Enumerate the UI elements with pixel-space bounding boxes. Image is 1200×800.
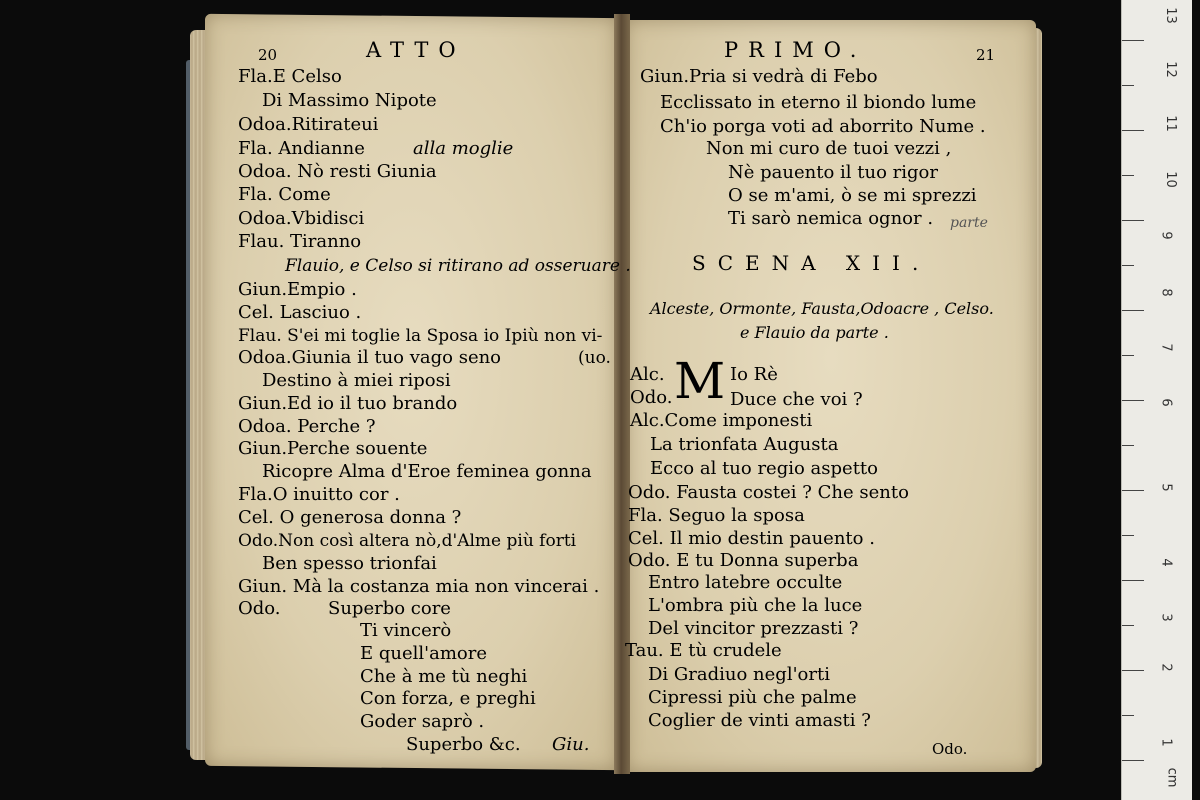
text-line: Con forza, e preghi (360, 688, 536, 709)
ruler-number: 7 (1158, 343, 1174, 352)
text-line: Odoa. Nò resti Giunia (238, 161, 437, 182)
text-line: E quell'amore (360, 643, 487, 664)
ruler-number: 4 (1158, 558, 1174, 567)
text-line: Ch'io porga voti ad aborrito Nume . (660, 116, 986, 137)
ruler-number: 5 (1158, 483, 1174, 492)
text-line: Fla.E Celso (238, 66, 342, 87)
text-line: Odo.Non così altera nò,d'Alme più forti (238, 531, 577, 551)
text-line: O se m'ami, ò se mi sprezzi (728, 185, 977, 206)
ruler-tick (1122, 220, 1144, 221)
text-line: Giun.Pria si vedrà di Febo (640, 66, 878, 87)
catchword: Giu. (552, 734, 590, 755)
ruler-tick (1122, 265, 1134, 266)
scene-characters: e Flauio da parte . (740, 323, 889, 342)
ruler-tick (1122, 715, 1134, 716)
text-line: Nè pauento il tuo rigor (728, 162, 938, 183)
text-line: Cel. Lasciuo . (238, 302, 362, 323)
text-line: Odoa.Vbidisci (238, 208, 365, 229)
text-line: Ecclissato in eterno il biondo lume (660, 92, 977, 113)
ruler-number: 13 (1162, 7, 1178, 24)
text-line: Odo. (630, 387, 673, 408)
ruler-tick (1122, 310, 1144, 311)
ruler-tick (1122, 40, 1144, 41)
text-line: Giun. Mà la costanza mia non vincerai . (238, 576, 600, 597)
text-line: (uo. (578, 348, 611, 368)
text-line: Goder saprò . (360, 711, 485, 732)
text-line: Odo. Fausta costei ? Che sento (628, 482, 909, 503)
scene-characters: Alceste, Ormonte, Fausta,Odoacre , Celso. (650, 299, 994, 318)
ruler-number: 11 (1162, 115, 1178, 132)
text-line: Destino à miei riposi (262, 370, 451, 391)
text-line: Giun.Perche souente (238, 438, 428, 459)
text-line: Giun.Ed io il tuo brando (238, 393, 458, 414)
stage-direction: Flauio, e Celso si ritirano ad osseruare . (285, 256, 631, 276)
text-line: Cipressi più che palme (648, 687, 857, 708)
ruler-tick (1122, 535, 1134, 536)
ruler-tick (1122, 355, 1134, 356)
text-line: Cel. O generosa donna ? (238, 507, 462, 528)
text-line: Ti vincerò (360, 620, 452, 641)
left-page-header: ATTO (366, 38, 466, 62)
text-line: Ti sarò nemica ognor . (728, 208, 934, 229)
right-page-number: 21 (976, 46, 996, 64)
ruler-tick (1122, 130, 1144, 131)
left-page-number: 20 (258, 46, 278, 64)
text-line: Odoa.Giunia il tuo vago seno (238, 347, 502, 368)
ruler-tick (1122, 670, 1144, 671)
ruler-number: 1 (1158, 738, 1174, 747)
ruler-tick (1122, 760, 1144, 761)
text-line: Superbo core (328, 598, 451, 619)
ruler-tick (1122, 175, 1134, 176)
text-line: Odo. (238, 598, 281, 619)
text-line: Io Rè (730, 364, 778, 385)
text-line: Odoa. Perche ? (238, 416, 376, 437)
text-line: Odoa.Ritirateui (238, 114, 379, 135)
text-line: Alc. (630, 364, 665, 385)
catchword: Odo. (932, 740, 968, 758)
ruler-tick (1122, 445, 1134, 446)
drop-cap: M (674, 352, 726, 410)
text-line: Giun.Empio . (238, 279, 357, 300)
text-line: Fla. Come (238, 184, 331, 205)
stage-direction: parte (950, 215, 988, 231)
text-line: Di Massimo Nipote (262, 90, 437, 111)
text-line: Duce che voi ? (730, 389, 863, 410)
ruler-tick (1122, 490, 1144, 491)
ruler-unit: cm (1164, 767, 1180, 788)
ruler-tick (1122, 580, 1144, 581)
ruler-number: 3 (1158, 613, 1174, 622)
ruler-number: 10 (1162, 171, 1178, 188)
text-line: Flau. Tiranno (238, 231, 362, 252)
scene-title: SCENA XII. (692, 251, 931, 275)
text-line: Flau. S'ei mi toglie la Sposa io Ipiù non vi- (238, 326, 603, 346)
text-line: Coglier de vinti amasti ? (648, 710, 871, 731)
text-line: Fla. Seguo la sposa (628, 505, 805, 526)
text-line: La trionfata Augusta (650, 434, 839, 455)
text-line: Superbo &c. (406, 734, 521, 755)
measuring-ruler (1121, 0, 1192, 800)
right-page-header: PRIMO. (724, 38, 867, 62)
ruler-tick (1122, 625, 1134, 626)
text-line: Che à me tù neghi (360, 666, 528, 687)
text-line: Entro latebre occulte (648, 572, 843, 593)
ruler-tick (1122, 400, 1144, 401)
text-line: Odo. E tu Donna superba (628, 550, 859, 571)
ruler-tick (1122, 85, 1134, 86)
ruler-number: 8 (1158, 288, 1174, 297)
ruler-number: 6 (1158, 398, 1174, 407)
text-line: Del vincitor prezzasti ? (648, 618, 859, 639)
stage-direction: alla moglie (413, 138, 514, 159)
text-line: Fla.O inuitto cor . (238, 484, 400, 505)
text-line: Cel. Il mio destin pauento . (628, 528, 875, 549)
text-line: Ecco al tuo regio aspetto (650, 458, 878, 479)
text-line: Ben spesso trionfai (262, 553, 437, 574)
ruler-number: 12 (1162, 61, 1178, 78)
text-line: Alc.Come imponesti (630, 410, 813, 431)
ruler-number: 9 (1158, 231, 1174, 240)
ruler-number: 2 (1158, 663, 1174, 672)
text-line: Non mi curo de tuoi vezzi , (706, 138, 952, 159)
text-line: Tau. E tù crudele (625, 640, 782, 661)
text-line: Fla. Andianne (238, 138, 365, 159)
text-line: L'ombra più che la luce (648, 595, 863, 616)
text-line: Ricopre Alma d'Eroe feminea gonna (262, 461, 592, 482)
text-line: Di Gradiuo negl'orti (648, 664, 830, 685)
